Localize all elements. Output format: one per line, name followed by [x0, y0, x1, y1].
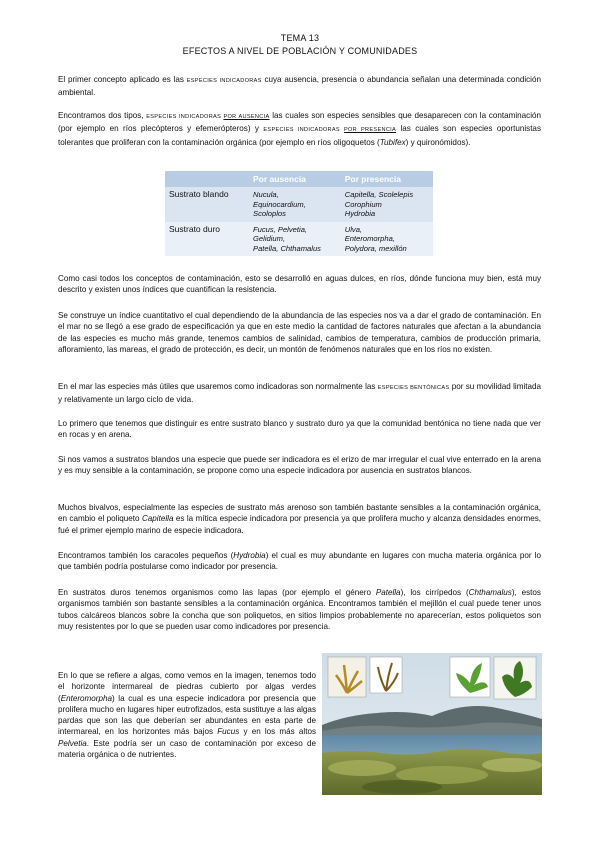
paragraph-7: Si nos vamos a sustratos blandos una especie que puede ser indicadora es el erizo de mar irregular el cual vive enterrado en la arena y es muy sensible a la contaminación, se propone como una especie indicadora por ausencia en sustratos blancos.: [58, 455, 541, 476]
page-title: EFECTOS A NIVEL DE POBLACIÓN Y COMUNIDADES: [182, 46, 418, 56]
cell-duro-ausencia: Fucus, Pelvetia, Gelidium, Patella, Chthamalus: [249, 222, 341, 257]
table-header-presencia: Por presencia: [341, 171, 433, 187]
paragraph-2: Encontramos dos tipos, ESPECIES INDICADORAS POR AUSENCIA las cuales son especies sensibles que desaparecen con la contaminación (por ejemplo en ríos plecópteros y efemerópteros) y ESPECIES INDICADORAS POR PRESENCIA las cuales son especies oportunistas tolerantes que proliferan con la contaminación orgánica (por ejemplo en ríos oligoquetos (Tubifex) y quironómidos).: [58, 111, 542, 147]
coastal-algae-photo: [322, 653, 542, 795]
paragraph-9: Encontramos también los caracoles pequeños (Hydrobia) el cual es muy abundante en lugares con mucha materia orgánica por lo que también podría postularse como indicador por presencia.: [58, 551, 541, 572]
paragraph-5: En el mar las especies más útiles que usaremos como indicadoras son normalmente las ESPECIES BENTÓNICAS por su movilidad limitada y relativamente un largo ciclo de vida.: [58, 382, 542, 405]
paragraph-4: Se construye un índice cuantitativo el cual dependiendo de la abundancia de las especies nos va a dar el grado de contaminación. En el mar no se llegó a ese grado de especificación ya que en este medio la cantidad de factores naturales que afectan a la abundancia de las especies es mucho más grande, tenemos cambios de salinidad, cambios de temperatura, cambios de producción primaria, afloramiento, las mareas, el grado de protección, es decir, un montón de fenómenos naturales que en los ríos no existen.: [58, 311, 541, 354]
cell-blando-ausencia: Nucula, Equinocardium, Scoloplos: [249, 187, 341, 222]
paragraph-8: Muchos bivalvos, especialmente las especies de sustrato más arenoso son también bastante sensibles a la contaminación orgánica, en cambio el poliqueto Capitella es la mítica especie indicadora por presencia ya que prolifera mucho y alcanza densidades enormes, fué el primer ejemplo marino de especie indicadora.: [58, 503, 541, 535]
table-row: [165, 222, 433, 257]
page-title-topic: TEMA 13: [280, 33, 320, 43]
row-label-duro: Sustrato duro: [165, 222, 249, 257]
row-label-blando: Sustrato blando: [165, 187, 249, 222]
paragraph-6: Lo primero que tenemos que distinguir es entre sustrato blanco y sustrato duro ya que la comunidad bentónica no tiene nada que ver en rocas y en arena.: [58, 419, 541, 440]
term-especies-indicadoras: ESPECIES INDICADORAS: [186, 78, 262, 84]
paragraph-1: El primer concepto aplicado es las ESPECIES INDICADORAS cuya ausencia, presencia o abundancia señalan una determinada condición ambiental.: [58, 75, 541, 98]
paragraph-11: En lo que se refiere a algas, como vemos en la imagen, tenemos todo el horizonte intermareal de piedras cubierto por algas verdes (Enteromorpha) la cual es una especie indicadora por presencia que prolifera mucho en lugares hiper eutrofizados, esta sustituye a las algas pardas que son las que deberían ser abundantes en esta parte de intermareal, en los horizontes más bajos Fucus y en los más altos Pelvetia. Este podría ser un caso de contaminación por exceso de materia orgánica o de nutrientes.: [58, 671, 317, 760]
cell-duro-presencia: Ulva, Enteromorpha, Polydora, mexillón: [341, 222, 433, 257]
term-por-ausencia: POR AUSENCIA: [223, 114, 270, 120]
term-especies-bentonicas: ESPECIES BENTÓNICAS: [377, 385, 450, 391]
table-row: [165, 187, 433, 222]
paragraph-3: Como casi todos los conceptos de contaminación, esto se desarrolló en aguas dulces, en ríos, dónde funciona muy bien, está muy descrito y existen unos índices que cuantifican la resistencia.: [58, 274, 541, 295]
table-header-empty: [165, 171, 249, 187]
table-header-ausencia: Por ausencia: [249, 171, 341, 187]
indicator-species-table: [165, 171, 433, 256]
cell-blando-presencia: Capitella, Scolelepis Corophium Hydrobia: [341, 187, 433, 222]
paragraph-10: En sustratos duros tenemos organismos como las lapas (por ejemplo el género Patella), los cirrípedos (Chthamalus), estos organismos también son bastante sensibles a la contaminación orgánica. Encontramos también el mejillón el cual puede tener unos tubos calcáreos blancos sobre la concha que son poliquetos, en sitios limpios probablemente no aparecerían, estos poliquetos son muy resistentes por lo que se pueden usar como indicadores por presencia.: [58, 588, 541, 631]
term-por-presencia: POR PRESENCIA: [343, 127, 397, 134]
